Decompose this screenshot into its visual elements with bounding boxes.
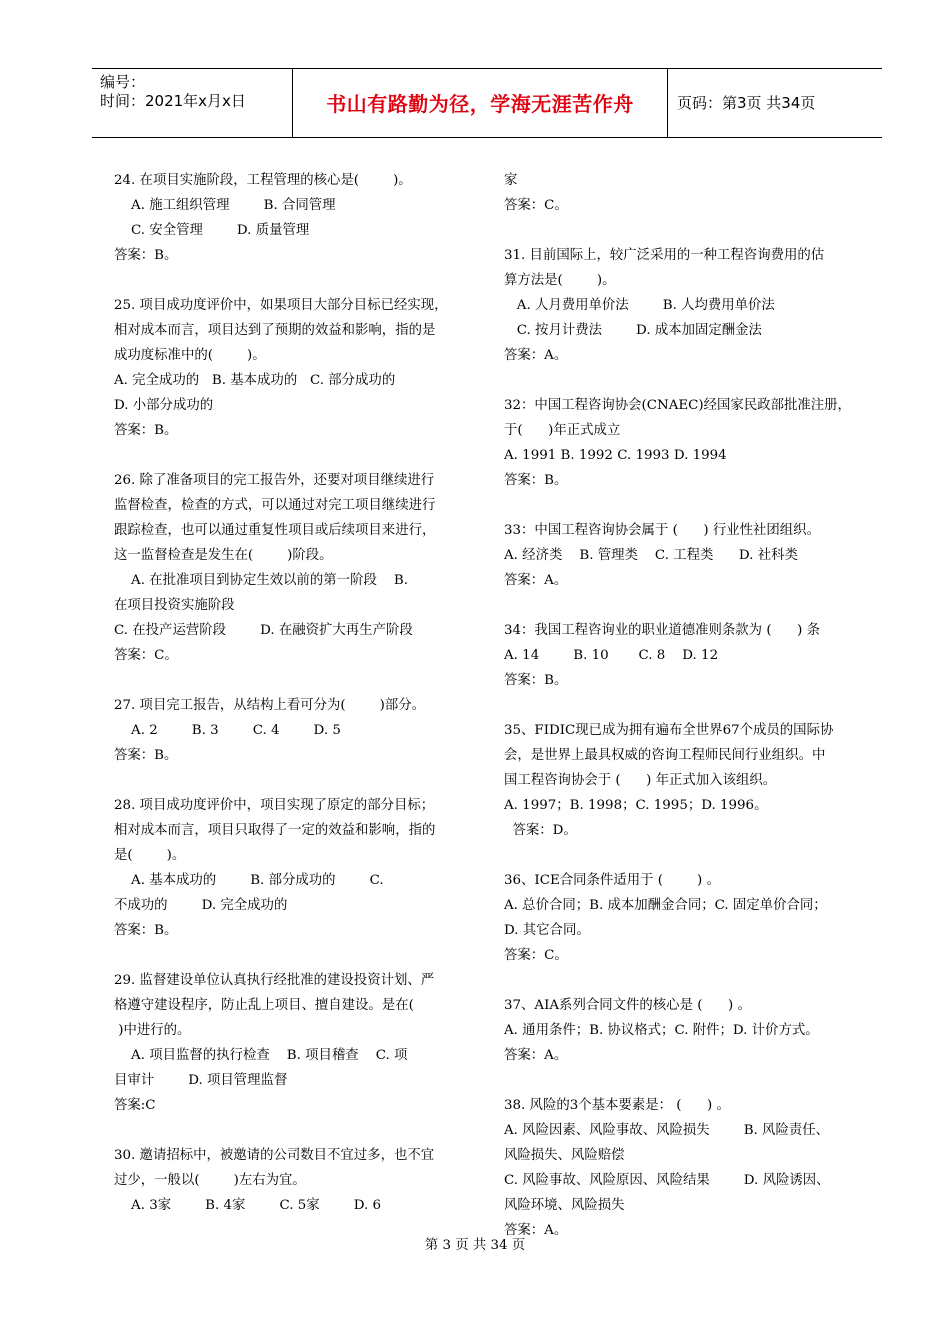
question-line: A. 在批准项目到协定生效以前的第一阶段 B. xyxy=(114,573,408,588)
question-line: 算方法是( )。 xyxy=(504,273,616,288)
question-line: 26. 除了准备项目的完工报告外，还要对项目继续进行 xyxy=(114,473,435,488)
question-line: A. 14 B. 10 C. 8 D. 12 xyxy=(504,648,719,663)
question-line: 风险损失、风险赔偿 xyxy=(504,1148,625,1163)
question-block xyxy=(114,968,466,1118)
question-block xyxy=(504,868,854,968)
question-line: 答案：A。 xyxy=(504,1048,568,1063)
question-line: D. 其它合同。 xyxy=(504,923,590,938)
question-line: 这一监督检查是发生在( )阶段。 xyxy=(114,548,333,563)
header-page-cell xyxy=(667,69,882,137)
question-line: 跟踪检查，也可以通过重复性项目或后续项目来进行， xyxy=(114,523,436,538)
question-block xyxy=(504,993,854,1068)
question-block xyxy=(114,293,466,443)
question-line: A. 完全成功的 B. 基本成功的 C. 部分成功的 xyxy=(114,373,396,388)
question-line: 国工程咨询协会于 ( ) 年正式加入该组织。 xyxy=(504,773,777,788)
question-line: C. 在投产运营阶段 D. 在融资扩大再生产阶段 xyxy=(114,623,413,638)
question-line: 31. 目前国际上，较广泛采用的一种工程咨询费用的估 xyxy=(504,248,825,263)
question-line: 32：中国工程咨询协会(CNAEC)经国家民政部批准注册， xyxy=(504,398,851,413)
question-line: 28. 项目成功度评价中，项目实现了原定的部分目标； xyxy=(114,798,435,813)
question-line: 答案：A。 xyxy=(504,348,568,363)
question-line: 34：我国工程咨询业的职业道德准则条款为 ( ) 条 xyxy=(504,623,820,638)
question-line: 过少，一般以( )左右为宜。 xyxy=(114,1173,306,1188)
header-page-info: 页码：第3页 共34页 xyxy=(677,94,816,112)
question-line: A. 2 B. 3 C. 4 D. 5 xyxy=(114,723,341,738)
question-line: 在项目投资实施阶段 xyxy=(114,598,235,613)
question-line: 答案：B。 xyxy=(504,473,568,488)
page-header xyxy=(92,68,882,138)
question-line: A. 通用条件；B. 协议格式；C. 附件；D. 计价方式。 xyxy=(504,1023,819,1038)
question-line: D. 小部分成功的 xyxy=(114,398,214,413)
question-line: 答案：C。 xyxy=(114,648,178,663)
question-block xyxy=(504,1093,854,1243)
question-line: 答案：C。 xyxy=(504,198,568,213)
question-line: A. 施工组织管理 B. 合同管理 xyxy=(114,198,336,213)
question-line: 35、FIDIC现已成为拥有遍布全世界67个成员的国际协 xyxy=(504,723,834,738)
question-line: 29. 监督建设单位认真执行经批准的建设投资计划、严 xyxy=(114,973,435,988)
question-line: 30. 邀请招标中，被邀请的公司数目不宜过多，也不宜 xyxy=(114,1148,435,1163)
left-question-column xyxy=(114,168,466,1243)
question-line: 24. 在项目实施阶段，工程管理的核心是( )。 xyxy=(114,173,412,188)
question-line: C. 风险事故、风险原因、风险结果 D. 风险诱因、 xyxy=(504,1173,830,1188)
header-motto: 书山有路勤为径，学海无涯苦作舟 xyxy=(326,92,634,116)
question-line: 答案：B。 xyxy=(114,923,178,938)
question-line: A. 项目监督的执行检查 B. 项目稽查 C. 项 xyxy=(114,1048,408,1063)
question-line: 目审计 D. 项目管理监督 xyxy=(114,1073,288,1088)
question-line: A. 经济类 B. 管理类 C. 工程类 D. 社科类 xyxy=(504,548,798,563)
question-line: 格遵守建设程序，防止乱上项目、擅自建设。是在( xyxy=(114,998,414,1013)
question-line: 33：中国工程咨询协会属于 ( ) 行业性社团组织。 xyxy=(504,523,820,538)
question-line: 会，是世界上最具权威的咨询工程师民间行业组织。中 xyxy=(504,748,826,763)
question-line: C. 安全管理 D. 质量管理 xyxy=(114,223,310,238)
question-block xyxy=(504,168,854,218)
question-line: 答案：B。 xyxy=(114,248,178,263)
question-line: A. 1991 B. 1992 C. 1993 D. 1994 xyxy=(504,448,727,463)
question-line: 是( )。 xyxy=(114,848,186,863)
question-line: 成功度标准中的( )。 xyxy=(114,348,266,363)
header-meta-cell xyxy=(92,69,292,137)
question-line: 答案:C xyxy=(114,1098,156,1113)
question-block xyxy=(114,468,466,668)
question-line: 38. 风险的3个基本要素是： ( ) 。 xyxy=(504,1098,730,1113)
question-line: A. 人月费用单价法 B. 人均费用单价法 xyxy=(504,298,775,313)
question-line: A. 风险因素、风险事故、风险损失 B. 风险责任、 xyxy=(504,1123,830,1138)
question-line: A. 总价合同；B. 成本加酬金合同；C. 固定单价合同； xyxy=(504,898,827,913)
question-block xyxy=(504,243,854,368)
page-footer: 第 3 页 共 34 页 xyxy=(424,1238,526,1253)
document-number-label: 编号： xyxy=(100,73,146,91)
question-line: 风险环境、风险损失 xyxy=(504,1198,625,1213)
question-line: 家 xyxy=(504,173,518,188)
question-block xyxy=(504,518,854,593)
question-block xyxy=(504,393,854,493)
question-line: A. 基本成功的 B. 部分成功的 C. xyxy=(114,873,384,888)
question-line: C. 按月计费法 D. 成本加固定酬金法 xyxy=(504,323,762,338)
question-line: 答案：A。 xyxy=(504,1223,568,1238)
question-line: 答案：C。 xyxy=(504,948,568,963)
question-line: 答案：A。 xyxy=(504,573,568,588)
question-line: 于( )年正式成立 xyxy=(504,423,621,438)
question-line: 相对成本而言，项目达到了预期的效益和影响，指的是 xyxy=(114,323,436,338)
question-block xyxy=(504,718,854,843)
right-question-column xyxy=(504,168,854,1268)
question-line: 答案：B。 xyxy=(504,673,568,688)
question-line: 监督检查，检查的方式，可以通过对完工项目继续进行 xyxy=(114,498,436,513)
question-line: 25. 项目成功度评价中，如果项目大部分目标已经实现， xyxy=(114,298,448,313)
document-time-label: 时间：2021年x月x日 xyxy=(100,92,246,110)
header-motto-cell xyxy=(292,69,668,137)
question-line: A. 3家 B. 4家 C. 5家 D. 6 xyxy=(114,1198,382,1213)
question-line: )中进行的。 xyxy=(114,1023,191,1038)
question-block xyxy=(114,1143,466,1218)
question-line: 27. 项目完工报告，从结构上看可分为( )部分。 xyxy=(114,698,426,713)
question-line: 相对成本而言，项目只取得了一定的效益和影响，指的 xyxy=(114,823,436,838)
question-line: 答案：D。 xyxy=(504,823,577,838)
question-block xyxy=(114,693,466,768)
question-line: 37、AIA系列合同文件的核心是 ( ) 。 xyxy=(504,998,751,1013)
question-line: 答案：B。 xyxy=(114,423,178,438)
question-line: 36、ICE合同条件适用于 ( ) 。 xyxy=(504,873,720,888)
question-line: 答案：B。 xyxy=(114,748,178,763)
question-line: 不成功的 D. 完全成功的 xyxy=(114,898,288,913)
question-line: A. 1997；B. 1998；C. 1995；D. 1996。 xyxy=(504,798,768,813)
question-block xyxy=(504,618,854,693)
question-block xyxy=(114,168,466,268)
question-block xyxy=(114,793,466,943)
